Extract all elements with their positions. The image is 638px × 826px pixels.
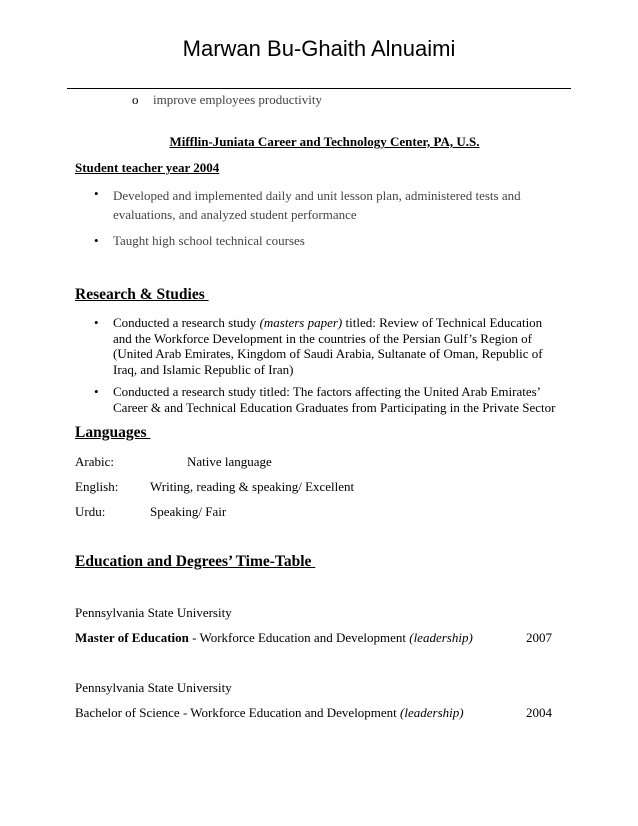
bullet-glyph: • [94, 315, 99, 330]
education-note: (leadership) [400, 705, 464, 720]
education-note: (leadership) [409, 630, 473, 645]
student-teacher-bullet-1: Developed and implemented daily and unit lesson plan, administered tests and evaluations, and analyzed student performance [113, 188, 521, 222]
education-field: - Workforce Education and Development [188, 630, 410, 645]
education-heading: Education and Degrees’ Time-Table [75, 553, 316, 570]
research-heading: Research & Studies [75, 286, 209, 303]
student-teacher-heading: Student teacher year 2004 [75, 160, 220, 175]
education-degree-line [75, 705, 464, 721]
institution-heading: Mifflin-Juniata Career and Technology Center, PA, U.S. [169, 134, 480, 149]
education-degree: Bachelor of Science [75, 705, 180, 720]
research-item-1-prefix: Conducted a research study [113, 315, 260, 330]
research-item-1-italic: (masters paper) [259, 315, 343, 330]
bullet-glyph: • [94, 186, 99, 201]
education-university: Pennsylvania State University [75, 680, 232, 695]
resume-name: Marwan Bu-Ghaith Alnuaimi [182, 36, 456, 61]
research-item-2: Conducted a research study titled: The factors affecting the United Arab Emirates’ Career & and Technical Education Graduates from Participating in the Private Sector [113, 384, 556, 415]
language-name: Arabic: [75, 454, 114, 469]
bullet-glyph: • [94, 384, 99, 399]
language-name: English: [75, 479, 119, 494]
language-level: Speaking/ Fair [150, 504, 227, 519]
education-university: Pennsylvania State University [75, 605, 232, 620]
language-name: Urdu: [75, 504, 106, 519]
education-year: 2004 [526, 705, 552, 720]
research-item-1-suffix: titled: Review of Technical Education and the Workforce Development in the countries of the Persian Gulf’s Region of (United Arab Emirates, Kingdom of Saudi Arabia, Sultanate of Oman, Republic of Iraq, and Islamic Republic of Iran) [113, 315, 543, 377]
header-divider [67, 88, 571, 89]
bullet-glyph: • [94, 233, 99, 248]
student-teacher-bullet-2: Taught high school technical courses [113, 233, 305, 248]
education-degree-line [75, 630, 473, 646]
education-field: - Workforce Education and Development [179, 705, 401, 720]
sub-bullet-marker: o [132, 92, 139, 107]
languages-heading: Languages [75, 424, 151, 441]
sub-bullet-text: improve employees productivity [153, 92, 322, 107]
language-level: Writing, reading & speaking/ Excellent [150, 479, 355, 494]
research-item-1 [113, 315, 563, 377]
education-degree: Master of Education [75, 630, 189, 645]
language-level: Native language [187, 454, 272, 469]
education-year: 2007 [526, 630, 552, 645]
